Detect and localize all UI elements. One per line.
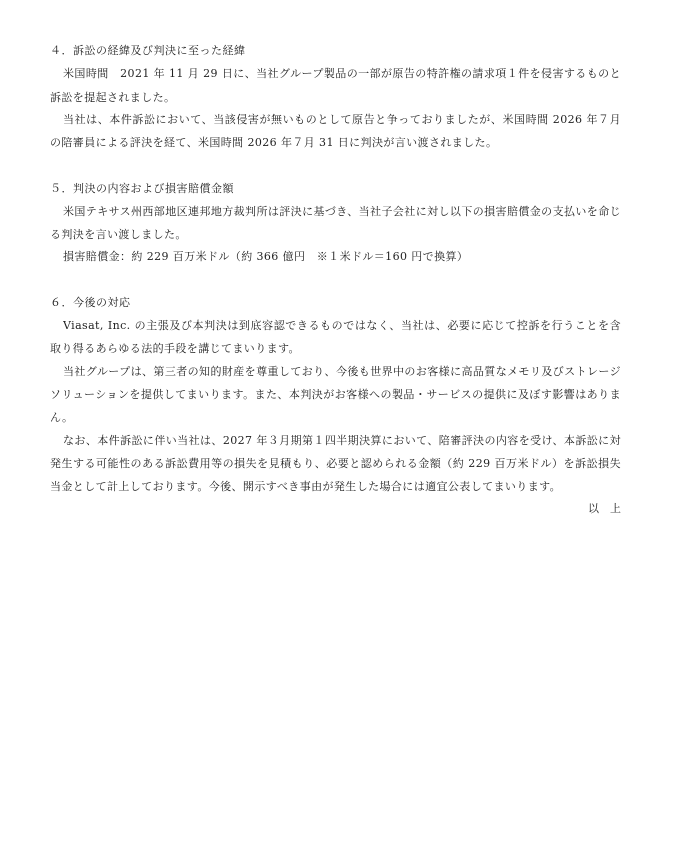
section-5-paragraph-1-line-2: る判決を言い渡しました。	[50, 228, 187, 241]
section-5-heading: ５．判決の内容および損害賠償金額	[50, 182, 234, 195]
section-6-heading: ６．今後の対応	[50, 296, 131, 309]
section-5-paragraph-1-line-1: 米国テキサス州西部地区連邦地方裁判所は評決に基づき、当社子会社に対し以下の損害賠償金の支払いを命じ	[63, 205, 621, 218]
section-6-paragraph-3-line-1: なお、本件訴訟に伴い当社は、2027 年３月期第１四半期決算において、陪審評決の内容を受け、本訴訟に対	[63, 434, 621, 447]
section-4-heading: ４．訴訟の経緯及び判決に至った経緯	[50, 44, 246, 57]
section-4-paragraph-2-line-1: 当社は、本件訴訟において、当該侵害が無いものとして原告と争っておりましたが、米国時間 2026 年７月	[63, 113, 621, 126]
section-4-paragraph-1-line-1: 米国時間 2021 年 11 月 29 日に、当社グループ製品の一部が原告の特許権の請求項１件を侵害するものと	[63, 67, 621, 80]
section-6-paragraph-1-line-2: 取り得るあらゆる法的手段を講じてまいります。	[50, 342, 300, 355]
section-6-paragraph-2-line-2: ソリューションを提供してまいります。また、本判決がお客様への製品・サービスの提供に及ぼす影響はありま	[50, 388, 621, 401]
section-4-paragraph-2-line-2: の陪審員による評決を経て、米国時間 2026 年７月 31 日に判決が言い渡されました。	[50, 136, 498, 149]
section-6-paragraph-3-line-2: 発生する可能性のある訴訟費用等の損失を見積もり、必要と認められる金額（約 229 百万米ドル）を訴訟損失	[50, 457, 621, 470]
section-6-paragraph-2-line-3: ん。	[50, 411, 74, 424]
section-6-paragraph-1-line-1: Viasat, Inc. の主張及び本判決は到底容認できるものではなく、当社は、必要に応じて控訴を行うことを含	[63, 319, 621, 332]
section-6-paragraph-3-line-3: 当金として計上しております。今後、開示すべき事由が発生した場合には適宜公表してまいります。	[50, 480, 562, 493]
damages-amount: 損害賠償金：約 229 百万米ドル（約 366 億円 ※１米ドル＝160 円で換算）	[63, 250, 469, 263]
closing-mark: 以 上	[588, 502, 621, 515]
section-4-paragraph-1-line-2: 訴訟を提起されました。	[50, 91, 176, 104]
section-6-paragraph-2-line-1: 当社グループは、第三者の知的財産を尊重しており、今後も世界中のお客様に高品質なメモリ及びストレージ	[63, 365, 621, 378]
